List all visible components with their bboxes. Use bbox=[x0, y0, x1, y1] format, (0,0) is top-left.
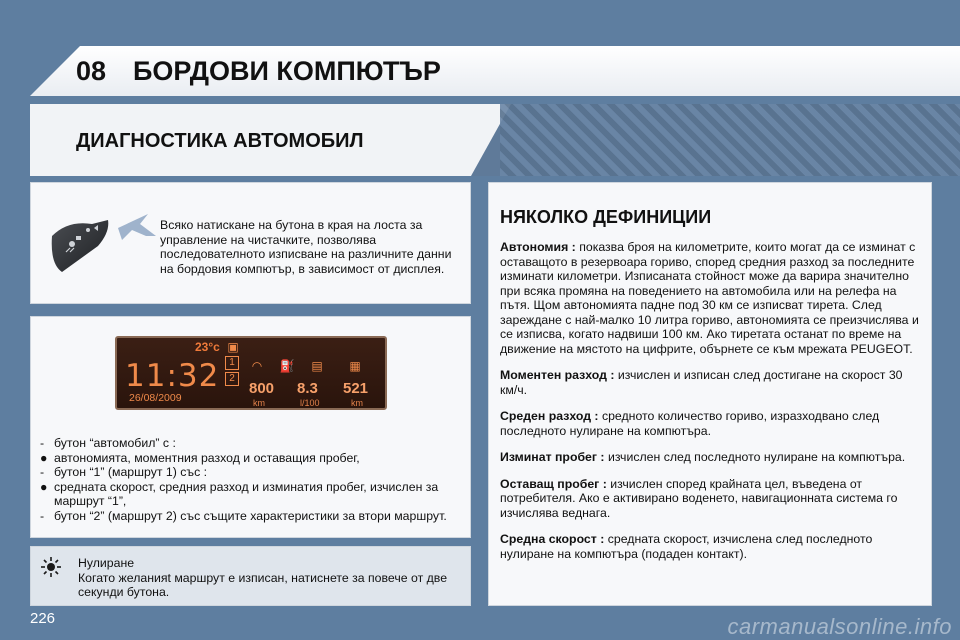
stalk-instruction-text: Всяко натискане на бутона в края на лоста за управление на чистачките, позволява последователното изписване на различните данни на бордовия компютър, в зависимост от дисплея. bbox=[160, 218, 452, 276]
display-value-remaining: 521 bbox=[343, 380, 369, 397]
jerrycan-icon: ▤ bbox=[311, 359, 323, 373]
vehicle-icon: ▣ bbox=[227, 340, 239, 354]
display-unit-range: km bbox=[253, 398, 265, 408]
chapter-number: 08 bbox=[76, 56, 107, 86]
list-item: ● средната скорост, средния разход и изминатия пробег, изчислен за маршрут “1”, bbox=[40, 479, 439, 508]
header-corner-cut bbox=[30, 46, 80, 96]
display-date: 26/08/2009 bbox=[129, 392, 182, 404]
car-icon: ◠ bbox=[251, 359, 263, 373]
page-number: 226 bbox=[30, 610, 56, 627]
definitions-list bbox=[500, 240, 920, 573]
list-item: - бутон “автомобил” с : bbox=[40, 436, 176, 450]
list-item: - бутон “1” (маршрут 1) със : bbox=[40, 465, 208, 479]
list-item: - бутон “2” (маршрут 2) със същите характеристики за втори маршрут. bbox=[40, 508, 447, 523]
hatch-pattern bbox=[500, 104, 960, 176]
list-item: ● автономията, моментния разход и оставащия пробег, bbox=[40, 450, 360, 465]
display-value-consumption: 8.3 bbox=[297, 380, 318, 397]
finish-flag-icon: ▦ bbox=[349, 359, 361, 373]
display-unit-remaining: km bbox=[351, 398, 363, 408]
watermark: carmanualsonline.info bbox=[727, 614, 952, 639]
trip-computer-display bbox=[115, 336, 387, 410]
definition-item: Изминат пробег : изчислен след последното нулиране на компютъра. bbox=[500, 450, 906, 464]
fuel-pump-icon: ⛽ bbox=[279, 359, 295, 373]
chapter-title: БОРДОВИ КОМПЮТЪР bbox=[133, 56, 441, 86]
tip-sun-icon bbox=[40, 556, 62, 578]
route-button-2[interactable]: 2 bbox=[225, 372, 239, 386]
definition-item: Автономия : показва броя на километрите, които могат да се изминат с оставащото в резервоара гориво, според средния разход за последните изминати километри. Изписаната стойност може да варира значително при всяка промяна на поведението на автомобила или на релефа на пътя. Щом автономията падне под 30 км се изписват тирета. След зареждане с най-малко 10 литра гориво, автономията се преизчислява и се изписва, когато надвиши 100 км. Ако тиретата останат по време на движение на мястото на цифрите, обърнете се към мрежата PEUGEOT. bbox=[500, 240, 919, 356]
section-title: ДИАГНОСТИКА АВТОМОБИЛ bbox=[76, 130, 364, 152]
wiper-stalk-illustration bbox=[48, 206, 158, 280]
display-unit-consumption: l/100 bbox=[300, 398, 320, 408]
definition-item: Среден разход : средното количество гориво, изразходвано след последното нулиране на компютъра. bbox=[500, 409, 880, 438]
route-button-1[interactable]: 1 bbox=[225, 356, 239, 370]
reset-text: Когато желанияt маршрут е изписан, натиснете за повече от две секунди бутона. bbox=[78, 570, 448, 599]
definitions-title: НЯКОЛКО ДЕФИНИЦИИ bbox=[500, 207, 712, 227]
display-value-range: 800 bbox=[249, 380, 275, 397]
button-functions-list bbox=[40, 436, 465, 523]
definition-item: Моментен разход : изчислен и изписан след достигане на скорост 30 км/ч. bbox=[500, 368, 903, 397]
definition-item: Средна скорост : средната скорост, изчислена след последното нулиране на компютъра (подаден контакт). bbox=[500, 532, 873, 561]
definition-item: Оставащ пробег : изчислен според крайната цел, въведена от потребителя. Ако е активирано воденето, навигационната система го изчислява веднага. bbox=[500, 476, 898, 520]
reset-title: Нулиране bbox=[78, 556, 135, 570]
reset-note bbox=[78, 556, 468, 600]
display-temperature: 23°c bbox=[195, 340, 220, 354]
route-selector bbox=[225, 356, 239, 406]
display-time: 11:32 bbox=[125, 358, 220, 394]
